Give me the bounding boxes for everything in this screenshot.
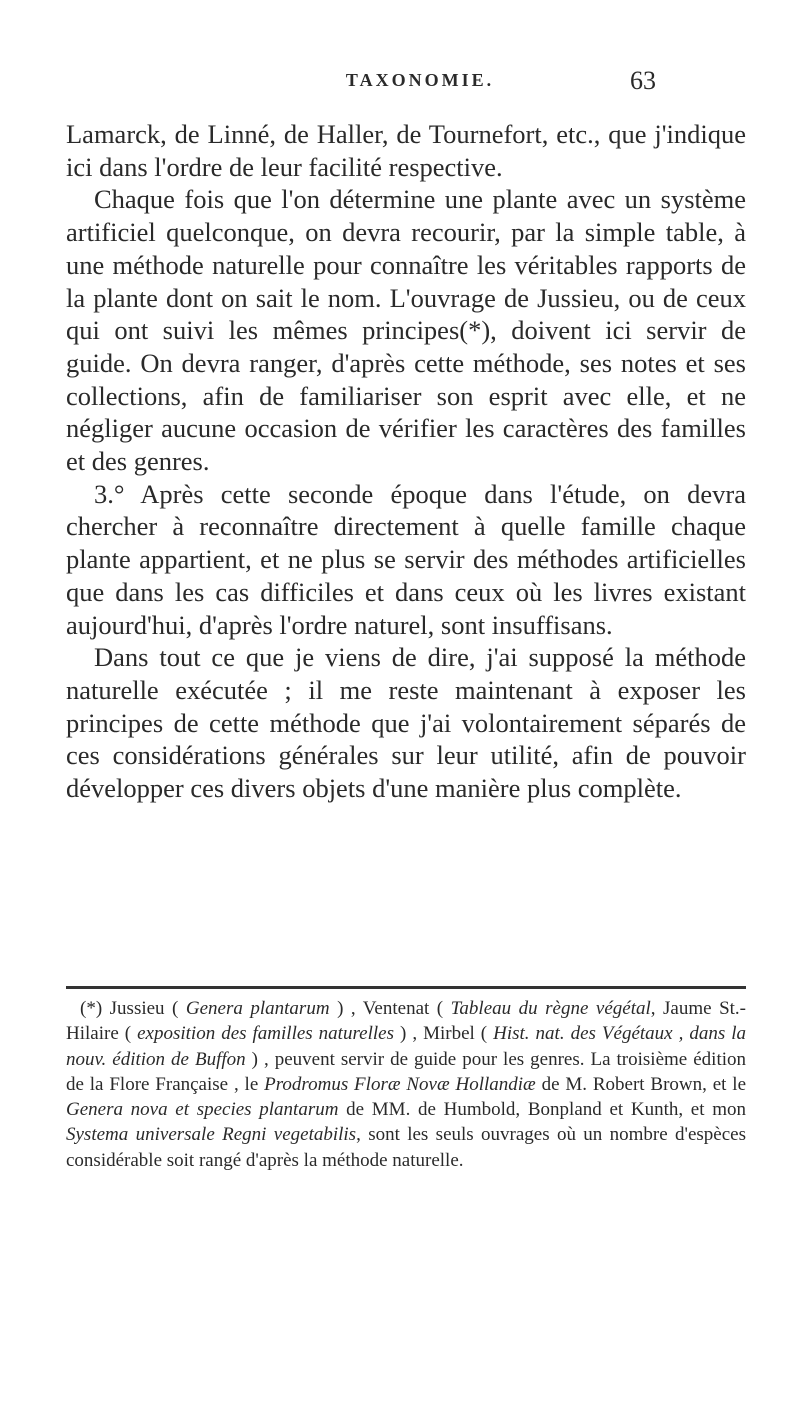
footnote-segment: , Jaume St.-Hilaire ( — [66, 998, 746, 1045]
paragraph-continuation: Lamarck, de Linné, de Haller, de Tournefort, etc., que j'indique ici dans l'ordre de leur facilité respective. — [66, 119, 746, 182]
footnote-segment: , sont les seuls ouvrages où un nombre d'espèces considérable soit rangé d'après la méthode naturelle. — [66, 1124, 746, 1171]
footnote-title-systema: Systema universale Regni vegetabilis — [66, 1124, 357, 1146]
footnote-title-tableau: Tableau du règne végétal — [450, 998, 651, 1019]
footnote-title-exposition: exposition des familles naturelles — [137, 1023, 394, 1045]
footnote-text — [66, 996, 746, 1173]
footnote-segment: de MM. de Humbold, Bonpland et Kunth, et mon — [338, 1099, 746, 1121]
page-header — [0, 66, 800, 96]
running-title: TAXONOMIE. — [345, 70, 495, 90]
page-number: 63 — [630, 66, 656, 95]
footnote-segment: de M. Robert Brown, et le — [535, 1073, 746, 1095]
paragraph-artificial-system: Chaque fois que l'on détermine une plante avec un système artificiel quelconque, on devra recourir, par la simple table, à une méthode naturelle pour connaître les véritables rapports de la plante dont on sait le nom. L'ouvrage de Jussieu, ou de ceux qui ont suivi les mêmes principes(*), doivent ici servir de guide. On devra ranger, d'après cette méthode, ses notes et ses collections, afin de familiariser son esprit avec elle, et ne négliger aucune occasion de vérifier les caractères des familles et des genres. — [66, 184, 746, 477]
footnote-divider — [66, 986, 746, 989]
paragraph-natural-method: Dans tout ce que je viens de dire, j'ai supposé la méthode naturelle exécutée ; il me reste maintenant à exposer les principes de cette méthode que j'ai volontairement séparés de ces considérations générales sur leur utilité, afin de pouvoir développer ces divers objets d'une manière plus complète. — [66, 642, 746, 804]
paragraph-third-epoch: 3.° Après cette seconde époque dans l'étude, on devra chercher à reconnaître directement à quelle famille chaque plante appartient, et ne plus se servir des méthodes artificielles que dans les cas difficiles et dans ceux où les livres existant aujourd'hui, d'après l'ordre naturel, sont insuffisans. — [66, 478, 746, 640]
footnote-title-genera: Genera plantarum — [185, 998, 330, 1019]
footnote-segment: ) , peuvent servir de guide pour les genres. La troisième édition de la Flore Française , le — [66, 1048, 746, 1095]
footnote-title-genera-nova: Genera nova et species plantarum — [66, 1099, 339, 1121]
footnote — [66, 996, 746, 1173]
footnote-title-prodromus: Prodromus Floræ Novæ Hollandiæ — [264, 1073, 536, 1095]
footnote-segment: ) , Ventenat ( — [329, 998, 451, 1019]
footnote-title-hist-nat: Hist. nat. des Végétaux , dans la nouv. édition de Buffon — [66, 1023, 747, 1070]
main-text — [66, 118, 746, 805]
footnote-segment: (*) Jussieu ( — [80, 998, 186, 1019]
footnote-segment: ) , Mirbel ( — [393, 1023, 494, 1045]
